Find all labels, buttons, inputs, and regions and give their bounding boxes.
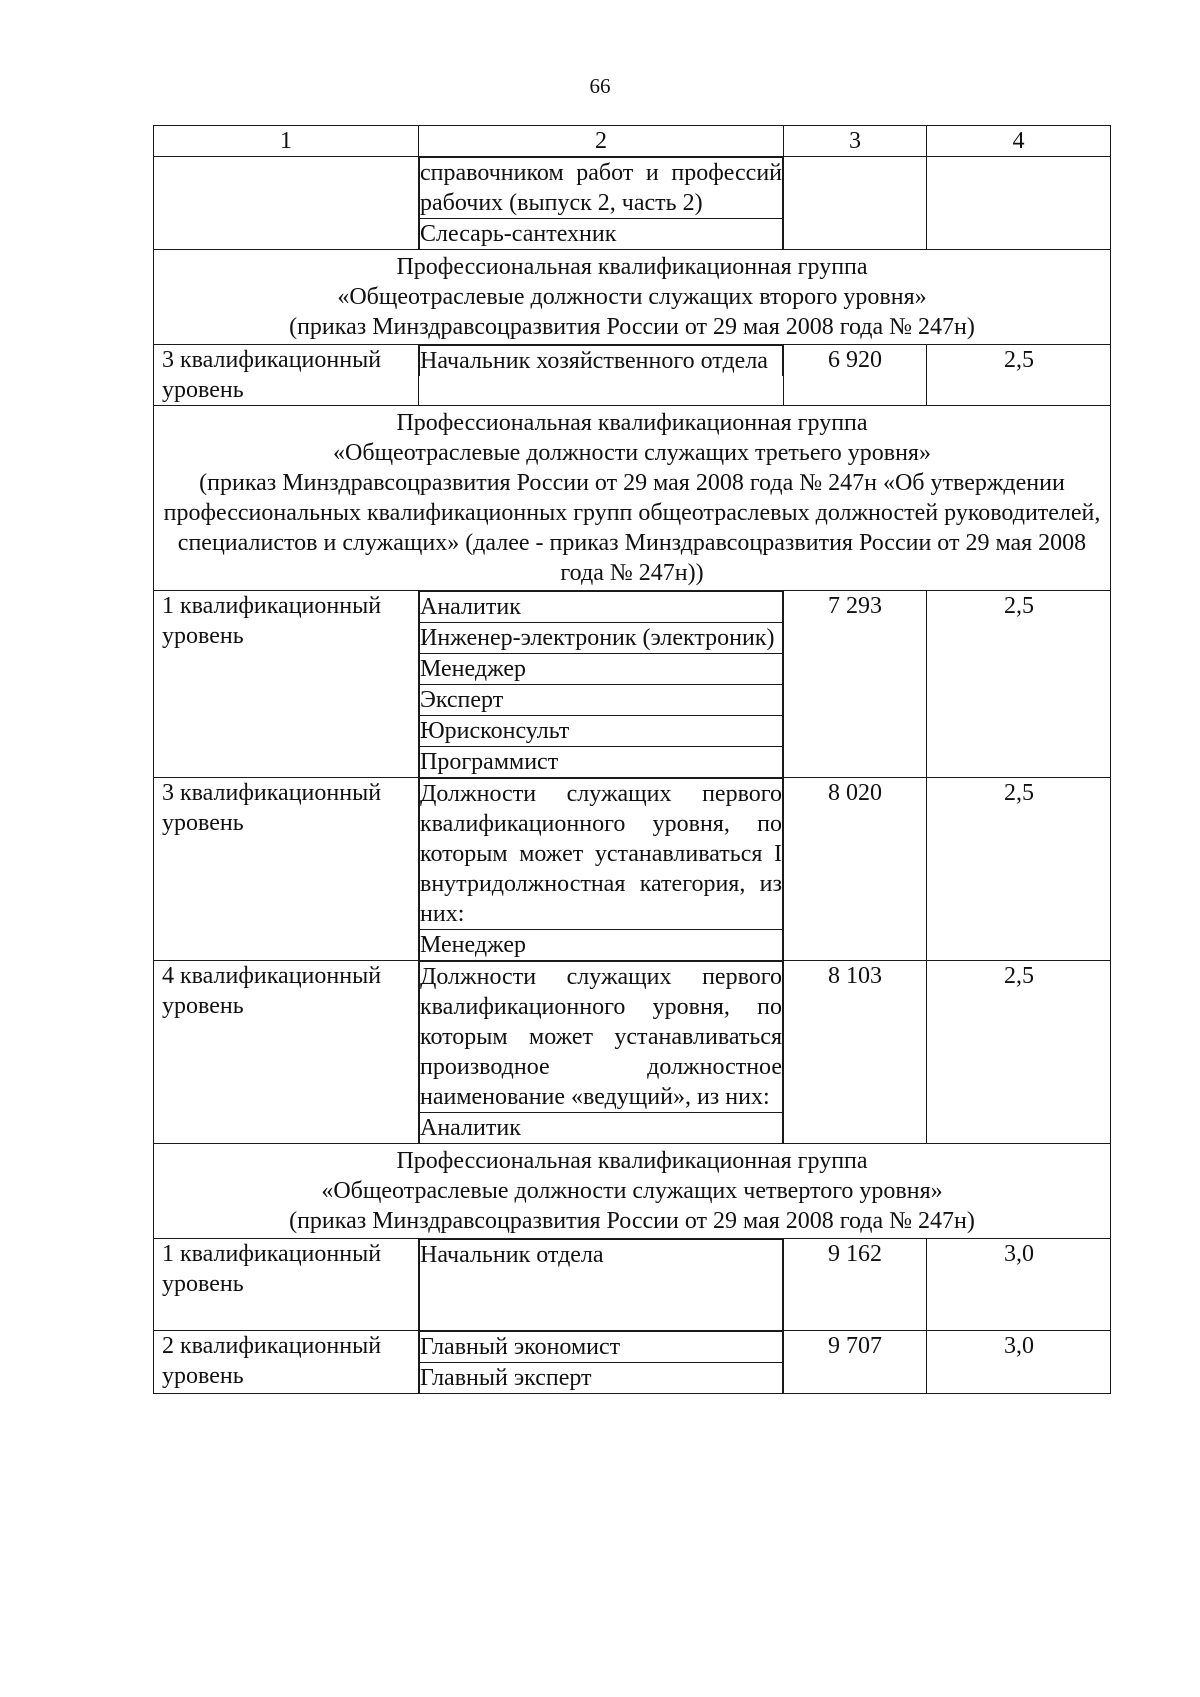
- group-title: Профессиональная квалификационная группа: [396, 1148, 868, 1174]
- position-item: Менеджер: [420, 930, 783, 961]
- level-cell: 3 квалификационный уровень: [154, 778, 419, 961]
- group-header: [154, 406, 1111, 591]
- salary-cell: 7 293: [784, 591, 927, 778]
- position-cell: [419, 345, 784, 406]
- group-header: [154, 250, 1111, 345]
- position-item: Аналитик: [420, 592, 783, 623]
- position-item: Главный эксперт: [420, 1363, 783, 1394]
- position-cell: [419, 961, 784, 1144]
- level-cell: 1 квалификационный уровень: [154, 1239, 419, 1331]
- position-cell: [419, 778, 784, 961]
- group-title: Профессиональная квалификационная группа: [396, 410, 868, 436]
- position-item: Аналитик: [420, 1113, 783, 1144]
- salary-cell: 6 920: [784, 345, 927, 406]
- position-item: справочником работ и профессий рабочих (выпуск 2, часть 2): [420, 158, 783, 219]
- coefficient-cell: 3,0: [927, 1239, 1111, 1331]
- salary-cell: [784, 157, 927, 250]
- salary-cell: 8 020: [784, 778, 927, 961]
- position-item: Должности служащих первого квалификационного уровня, по которым может устанавливаться производное должностное наименование «ведущий», из них:: [420, 962, 783, 1113]
- column-header: 4: [927, 126, 1111, 157]
- position-item: Менеджер: [420, 654, 783, 685]
- position-item: Слесарь-сантехник: [420, 219, 783, 250]
- coefficient-cell: 2,5: [927, 961, 1111, 1144]
- group-order: (приказ Минздравсоцразвития России от 29 мая 2008 года № 247н): [289, 314, 975, 340]
- salary-table: [153, 125, 1111, 1394]
- level-cell: 3 квалификационный уровень: [154, 345, 419, 406]
- level-cell: 1 квалификационный уровень: [154, 591, 419, 778]
- position-item: Юрисконсульт: [420, 716, 783, 747]
- level-cell: 2 квалификационный уровень: [154, 1331, 419, 1394]
- page-number: 66: [589, 74, 611, 98]
- table-row: [154, 345, 1111, 406]
- position-item: Должности служащих первого квалификационного уровня, по которым может устанавливаться I внутридолжностная категория, из них:: [420, 779, 783, 930]
- coefficient-cell: [927, 157, 1111, 250]
- position-item: Эксперт: [420, 685, 783, 716]
- salary-cell: 9 162: [784, 1239, 927, 1331]
- position-cell: [419, 591, 784, 778]
- position-item: Программист: [420, 747, 783, 778]
- table-header-row: [154, 126, 1111, 157]
- column-header: 2: [419, 126, 784, 157]
- coefficient-cell: 2,5: [927, 591, 1111, 778]
- group-order: (приказ Минздравсоцразвития России от 29 мая 2008 года № 247н): [289, 1208, 975, 1234]
- group-name: «Общеотраслевые должности служащих третьего уровня»: [333, 440, 931, 466]
- group-name: «Общеотраслевые должности служащих четвертого уровня»: [321, 1178, 943, 1204]
- table-row: [154, 1331, 1111, 1394]
- position-item: Главный экономист: [420, 1332, 783, 1363]
- coefficient-cell: 2,5: [927, 778, 1111, 961]
- group-name: «Общеотраслевые должности служащих второго уровня»: [337, 284, 927, 310]
- table-row: [154, 157, 1111, 250]
- group-header-row: [154, 1144, 1111, 1239]
- position-cell: [419, 1331, 784, 1394]
- table-row: [154, 1239, 1111, 1331]
- group-title: Профессиональная квалификационная группа: [396, 254, 868, 280]
- table-row: [154, 778, 1111, 961]
- coefficient-cell: 3,0: [927, 1331, 1111, 1394]
- table-row: [154, 961, 1111, 1144]
- group-header: [154, 1144, 1111, 1239]
- table-row: [154, 591, 1111, 778]
- group-header-row: [154, 406, 1111, 591]
- position-item: Начальник хозяйственного отдела: [420, 346, 783, 377]
- position-item: Начальник отдела: [420, 1240, 783, 1331]
- position-cell: [419, 157, 784, 250]
- level-cell: 4 квалификационный уровень: [154, 961, 419, 1144]
- column-header: 3: [784, 126, 927, 157]
- level-cell: [154, 157, 419, 250]
- group-header-row: [154, 250, 1111, 345]
- column-header: 1: [154, 126, 419, 157]
- salary-cell: 9 707: [784, 1331, 927, 1394]
- position-item: Инженер-электроник (электроник): [420, 623, 783, 654]
- group-order: (приказ Минздравсоцразвития России от 29 мая 2008 года № 247н «Об утверждении профессиональных квалификационных групп общеотраслевых должностей руководителей, специалистов и служащих» (далее - приказ Минздравсоцразвития России от 29 мая 2008 года № 247н)): [163, 470, 1101, 586]
- position-cell: [419, 1239, 784, 1331]
- salary-cell: 8 103: [784, 961, 927, 1144]
- coefficient-cell: 2,5: [927, 345, 1111, 406]
